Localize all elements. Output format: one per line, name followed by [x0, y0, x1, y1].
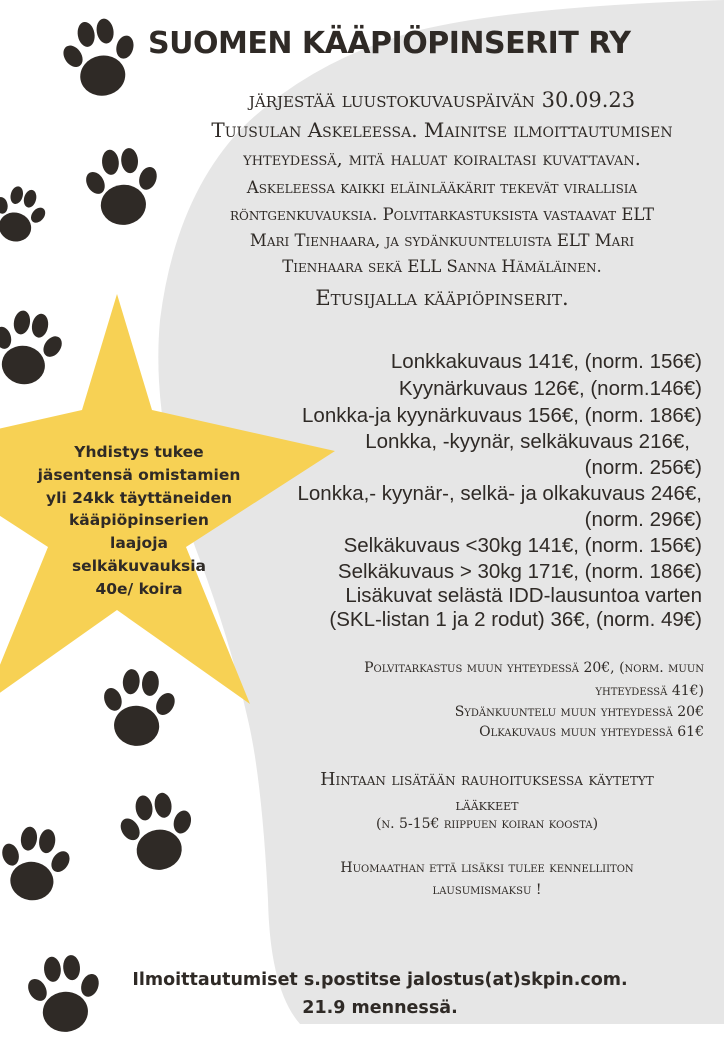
price-line: (norm. 296€)	[584, 508, 702, 531]
star-text-line: kääpiöpinserien	[69, 511, 209, 530]
price-line: Selkäkuvaus <30kg 141€, (norm. 156€)	[343, 534, 702, 557]
intro-line: Mari Tienhaara, ja sydänkuunteluista ELT Mari	[249, 231, 635, 250]
price-line: Lonkka, -kyynär, selkäkuvaus 216€,	[365, 430, 690, 453]
price-line: Lonkka-ja kyynärkuvaus 156€, (norm. 186€)	[302, 404, 702, 427]
intro-line: Tienhaara sekä ELL Sanna Hämäläinen.	[282, 257, 602, 276]
price-line: Selkäkuvaus > 30kg 171€, (norm. 186€)	[337, 560, 702, 583]
star-text-line: Yhdistys tukee	[74, 443, 204, 461]
paw-print-icon	[78, 143, 166, 235]
footer-registration: Ilmoittautumiset s.postitse jalostus(at)skpin.com.	[132, 970, 628, 990]
paw-print-icon	[115, 788, 199, 880]
star-support-text	[20, 441, 258, 601]
star-text-line: jäsentensä omistamien	[37, 465, 241, 484]
sedation-note: (n. 5-15€ riippuen koiran koosta)	[375, 816, 599, 832]
intro-line: Askeleessa kaikki eläinlääkärit tekevät virallisia	[246, 178, 638, 197]
price-line: Kyynärkuvaus 126€, (norm.146€)	[398, 377, 702, 400]
star-text-line: selkäkuvauksia	[71, 556, 207, 575]
kennel-fee-note: Huomaathan että lisäksi tulee kennelliiton	[340, 860, 634, 876]
paw-print-icon	[58, 14, 142, 106]
intro-line: Tuusulan Askeleessa. Mainitse ilmoittautumisen	[211, 118, 673, 142]
intro-line-highlight: Etusijalla kääpiöpinserit.	[315, 286, 569, 310]
star-text-line: 40e/ koira	[95, 579, 183, 598]
sedation-note: lääkkeet	[455, 795, 519, 814]
price-line: Lonkkakuvaus 141€, (norm. 156€)	[390, 350, 702, 373]
kennel-fee-note: lausumismaksu !	[432, 882, 542, 898]
paw-print-icon	[0, 820, 74, 912]
price-line: Lonkka,- kyynär-, selkä- ja olkakuvaus 246€,	[297, 482, 702, 505]
price-line: (SKL-listan 1 ja 2 rodut) 36€, (norm. 49€)	[329, 608, 702, 631]
star-text-line: laajoja	[110, 534, 168, 553]
paw-print-icon	[0, 305, 66, 395]
page-title: SUOMEN KÄÄPIÖPINSERIT RY	[148, 26, 631, 61]
extra-price-line: yhteydessä 41€)	[595, 683, 704, 699]
price-line: (norm. 256€)	[584, 456, 702, 479]
star-text-line: yli 24kk täyttäneiden	[46, 488, 232, 507]
extra-price-line: Olkakuvaus muun yhteydessä 61€	[479, 724, 704, 740]
intro-line: järjestää luustokuvauspäivän 30.09.23	[248, 88, 636, 112]
intro-line: röntgenkuvauksia. Polvitarkastuksista vastaavat ELT	[229, 205, 654, 224]
intro-line: yhteydessä, mitä haluat koiraltasi kuvattavan.	[243, 148, 641, 170]
paw-print-icon	[22, 950, 106, 1042]
price-line: Lisäkuvat selästä IDD-lausuntoa varten	[345, 584, 702, 607]
footer-deadline: 21.9 mennessä.	[302, 998, 458, 1018]
extra-price-line: Sydänkuuntelu muun yhteydessä 20€	[454, 704, 704, 720]
sedation-note: Hintaan lisätään rauhoituksessa käytetyt	[320, 770, 654, 790]
paw-print-icon	[0, 178, 48, 254]
extra-price-line: Polvitarkastus muun yhteydessä 20€, (norm. muun	[364, 660, 704, 676]
paw-print-icon	[96, 664, 180, 756]
